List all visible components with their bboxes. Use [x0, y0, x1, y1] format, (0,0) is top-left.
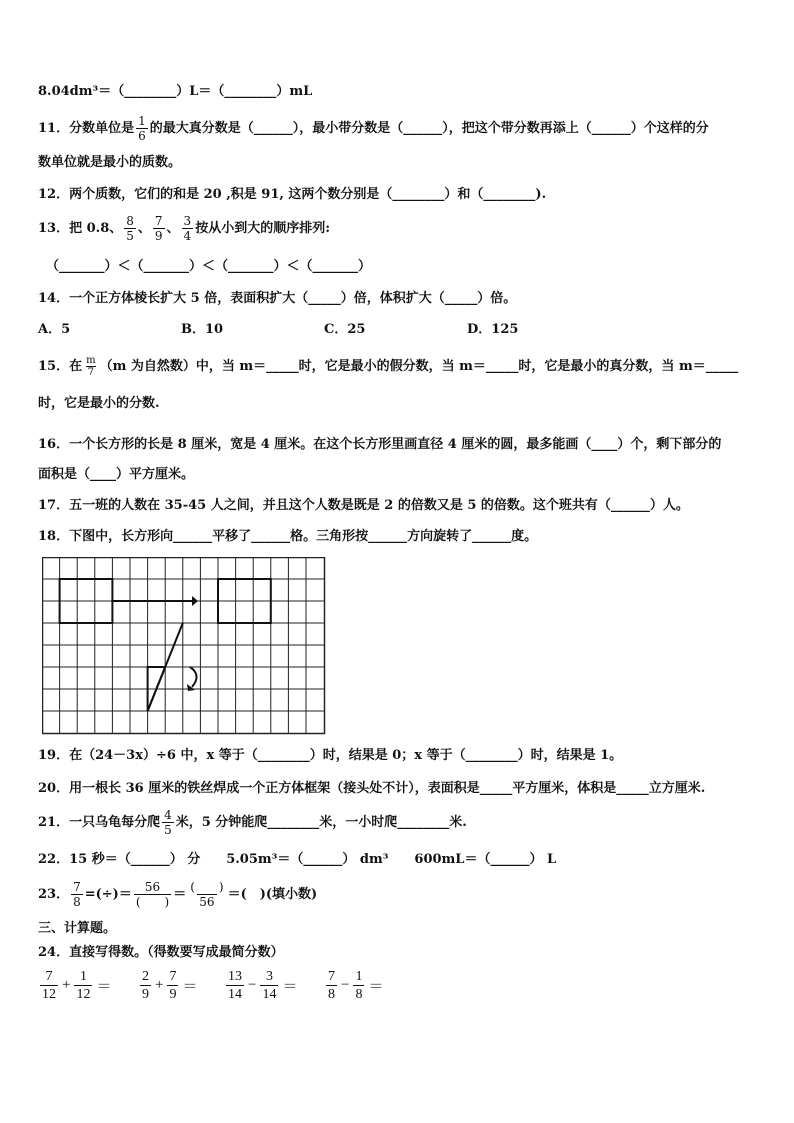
question-16-line1: 16．一个长方形的长是 8 厘米，宽是 4 厘米。在这个长方形里画直径 4 厘米的圆，最多能画（____）个，剩下部分的 — [38, 437, 722, 452]
frac-den: 4 — [183, 229, 192, 243]
frac-den: 5 — [164, 823, 172, 837]
q23-text-b: ＝( )(填小数) — [227, 887, 318, 902]
calc-item-4 — [324, 968, 385, 1003]
option-c[interactable]: C．25 — [324, 322, 366, 337]
frac-num: ( ) — [190, 880, 224, 894]
question-14-options — [38, 321, 610, 339]
frac-den: 8 — [73, 895, 81, 909]
fraction-7-9 — [153, 214, 165, 243]
frac-den: 9 — [169, 987, 177, 1002]
question-22: 22．15 秒＝（______） 分 5.05m³＝（______） dm³ 600mL＝（______） L — [38, 852, 557, 867]
calc-item-2 — [138, 968, 199, 1003]
fraction-4-5 — [162, 808, 174, 837]
equals: ＝ — [282, 979, 298, 995]
q11-text-b: 的最大真分数是（______），最小带分数是（______），把这个带分数再添上（______）个这样的分 — [149, 121, 709, 136]
frac-a — [326, 968, 337, 1003]
frac-den: 12 — [76, 987, 91, 1002]
separator: 、 — [166, 221, 180, 236]
frac-den: 8 — [328, 987, 335, 1002]
option-a[interactable]: A．5 — [38, 322, 71, 337]
frac-num: 7 — [169, 969, 177, 984]
frac-den: 9 — [154, 229, 163, 243]
question-16-line2: 面积是（____）平方厘米。 — [38, 467, 195, 482]
question-21 — [38, 808, 467, 837]
frac-a — [40, 968, 58, 1003]
separator: 、 — [137, 221, 151, 236]
frac-b — [260, 968, 278, 1003]
frac-num: 1 — [79, 969, 87, 984]
frac-den: ( ) — [135, 895, 170, 909]
fraction-3-4 — [182, 214, 194, 243]
arrow-head — [192, 596, 198, 606]
operator: − — [248, 977, 257, 993]
frac-den: 7 — [87, 367, 95, 378]
frac-b — [167, 968, 178, 1003]
frac-a — [226, 968, 244, 1003]
fraction-7-8 — [71, 880, 83, 909]
frac-b — [74, 968, 92, 1003]
question-14: 14．一个正方体棱长扩大 5 倍，表面积扩大（_____）倍，体积扩大（_____）倍。 — [38, 291, 517, 306]
q15-text-a: 15．在 — [38, 359, 83, 374]
question-unit-conversion: 8.04dm³＝（________）L＝（________）mL — [38, 84, 313, 99]
fraction-one-sixth — [136, 114, 148, 143]
frac-den: 5 — [126, 229, 134, 243]
question-23 — [38, 880, 317, 909]
fraction-56-blank — [134, 880, 171, 909]
q23-eq1: =(÷)＝ — [84, 887, 132, 902]
grid-figure — [42, 557, 326, 739]
frac-num: 7 — [154, 214, 163, 228]
question-18: 18．下图中，长方形向______平移了______格。三角形按______方向旋转了______度。 — [38, 529, 538, 544]
q15-text-b: （m 为自然数）中，当 m＝_____时，它是最小的假分数，当 m＝_____时，它是最小的真分数，当 m＝_____ — [99, 359, 739, 374]
frac-num: 13 — [228, 969, 242, 984]
grid-lines — [42, 557, 325, 734]
fraction-8-5 — [124, 214, 136, 243]
operator: + — [155, 977, 164, 993]
question-17: 17．五一班的人数在 35-45 人之间，并且这个人数是既是 2 的倍数又是 5 的倍数。这个班共有（______）人。 — [38, 498, 689, 513]
frac-num: 7 — [328, 969, 335, 984]
frac-a — [140, 968, 151, 1003]
frac-num: 1 — [355, 969, 363, 984]
q23-text-a: 23． — [38, 887, 70, 902]
option-b[interactable]: B．10 — [181, 322, 224, 337]
equals: ＝ — [182, 979, 198, 995]
question-15-line2: 时，它是最小的分数. — [38, 396, 160, 411]
frac-den: 9 — [142, 987, 149, 1002]
q21-text-b: 米，5 分钟能爬________米，一小时爬________米. — [175, 815, 467, 830]
frac-den: 14 — [262, 987, 277, 1002]
frac-num: m — [86, 355, 96, 366]
question-20: 20．用一根长 36 厘米的铁丝焊成一个正方体框架（接头处不计），表面积是_____平方厘米，体积是_____立方厘米. — [38, 781, 706, 796]
section-3-heading: 三、计算题。 — [38, 921, 117, 936]
question-24: 24．直接写得数。（得数要写成最简分数） — [38, 945, 284, 960]
option-d[interactable]: D．125 — [467, 322, 519, 337]
question-15-line1 — [38, 355, 738, 378]
calc-item-3 — [224, 968, 299, 1003]
frac-den: 14 — [228, 987, 242, 1002]
rotation-arrow — [190, 667, 197, 687]
fraction-blank-56 — [188, 880, 225, 909]
frac-num: 7 — [45, 969, 53, 984]
question-12: 12．两个质数，它们的和是 20 ,积是 91, 这两个数分别是（________）和（________). — [38, 187, 547, 202]
frac-num: 7 — [73, 880, 81, 894]
operator: − — [341, 977, 350, 993]
calc-item-1 — [38, 968, 113, 1003]
question-13-line1 — [38, 214, 330, 243]
frac-num: 3 — [183, 214, 192, 228]
frac-num: 1 — [138, 114, 146, 128]
operator: + — [62, 977, 71, 993]
grid-figure-svg — [42, 557, 326, 735]
q13-text-a: 13．把 0.8、 — [38, 221, 123, 236]
frac-den: 12 — [42, 987, 56, 1002]
frac-num: 2 — [142, 969, 149, 984]
frac-den: 6 — [138, 129, 146, 143]
equals: ＝ — [96, 979, 112, 995]
equals: ＝ — [368, 979, 384, 995]
frac-num: 3 — [265, 969, 273, 984]
q21-text-a: 21．一只乌龟每分爬 — [38, 815, 161, 830]
question-13-line2: （_______）＜（_______）＜（_______）＜（_______） — [46, 259, 372, 274]
frac-den: 56 — [199, 895, 215, 909]
question-11-line2: 数单位就是最小的质数。 — [38, 155, 182, 170]
frac-den: 8 — [355, 987, 363, 1002]
frac-b — [353, 968, 364, 1003]
q13-text-b: 按从小到大的顺序排列: — [195, 221, 330, 236]
fraction-m-7 — [84, 355, 97, 378]
question-19: 19．在（24－3x）÷6 中，x 等于（________）时，结果是 0；x 等于（________）时，结果是 1。 — [38, 748, 623, 763]
frac-num: 4 — [164, 808, 172, 822]
frac-num: 8 — [126, 214, 134, 228]
frac-num: 56 — [144, 880, 161, 894]
q11-text-a: 11．分数单位是 — [38, 121, 135, 136]
question-11-line1 — [38, 114, 709, 143]
q23-eq2: ＝ — [173, 887, 187, 902]
